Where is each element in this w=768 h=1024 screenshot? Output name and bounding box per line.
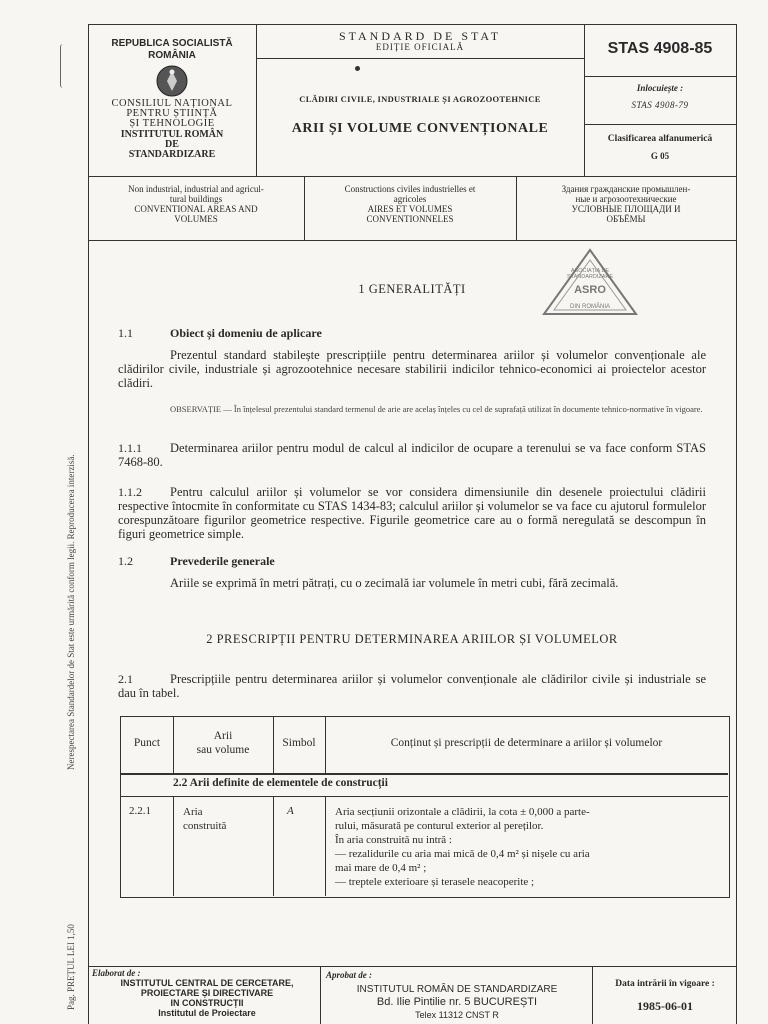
replaces-label: Inlocuiește :	[636, 83, 684, 93]
section-1-1-2-number: 1.1.2	[118, 485, 142, 499]
replaces-value: STAS 4908-79	[631, 100, 689, 110]
footer-top	[88, 966, 736, 967]
republic-name: REPUBLICA SOCIALISTĂ ROMÂNIA	[111, 38, 233, 61]
section-1-1-title: Obiect și domeniu de aplicare	[170, 326, 322, 340]
table-group-row: 2.2 Arii definite de elementele de construcții	[173, 777, 388, 789]
table-header-line	[121, 773, 728, 775]
section-1-1-number: 1.1	[118, 326, 133, 340]
continut-line: Aria secțiunii orizontale a clădirii, la cota ± 0,000 a parte-	[335, 806, 590, 818]
section-2-1-number: 2.1	[118, 672, 133, 686]
seal-top-text: ASOCIAȚIA DE STANDARDIZARE	[566, 268, 614, 280]
star-mark	[355, 66, 360, 71]
header-bottom	[88, 176, 736, 177]
table-header-arii: Arii sau volume	[196, 730, 250, 756]
section-1-1-1-text: Determinarea ariilor pentru modul de calcul al indicilor de ocupare a terenului se va face conform STAS 7468-80.	[118, 441, 706, 469]
header-mid-right-1	[584, 76, 736, 77]
section-1-2-number: 1.2	[118, 554, 133, 568]
table-header-continut: Conținut și prescripții de determinare a ariilor și volumelor	[390, 737, 663, 749]
data-label: Data intrării în vigoare :	[615, 979, 715, 989]
prescriptions-table	[120, 716, 730, 898]
classification-value: G 05	[650, 151, 670, 161]
frame-top	[88, 24, 736, 25]
header-divider-2	[584, 24, 585, 176]
observatie-note: OBSERVAȚIE — În înțelesul prezentului standard termenul de arie are acelaș înțeles cu cel de suprafață utilizat în documente tehnico-normative în vigoare.	[170, 404, 703, 414]
header-mid-right-2	[584, 124, 736, 125]
footer-divider-1	[320, 966, 321, 1024]
aprobat-label: Aprobat de :	[326, 970, 372, 980]
footer-divider-2	[592, 966, 593, 1024]
editie-oficiala: EDIȚIE OFICIALĂ	[375, 42, 465, 52]
binder-mark	[60, 44, 65, 88]
aprobat-line: Bd. Ilie Pintilie nr. 5 BUCUREȘTI	[376, 996, 538, 1008]
table-col-1b	[173, 796, 174, 896]
aprobat-text	[326, 983, 588, 1022]
continut-line: În aria construită nu intră :	[335, 834, 452, 846]
table-header-punct: Punct	[133, 737, 161, 749]
table-row-arii: Aria construită	[183, 806, 227, 832]
frame-left	[88, 24, 89, 1024]
section-1-title: 1 GENERALITĂȚI	[358, 282, 466, 296]
title-russian: Здания гражданские промышлен- ные и агрозоотехнические УСЛОВНЫЕ ПЛОЩАДИ И ОБЪЁМЫ	[561, 184, 691, 224]
institute-name: INSTITUTUL ROMÂN DE STANDARDIZARE	[120, 129, 224, 160]
continut-line: — treptele exterioare și terasele neacoperite ;	[335, 876, 535, 888]
table-row-simbol: A	[287, 805, 294, 817]
table-row-punct: 2.2.1	[129, 805, 151, 817]
table-col-3b	[325, 796, 326, 896]
table-row-continut	[335, 805, 723, 889]
council-name: CONSILIUL NAȚIONAL PENTRU ȘTIINȚĂ ȘI TEHNOLOGIE	[111, 98, 233, 129]
elaborat-text: INSTITUTUL CENTRAL DE CERCETARE, PROIECTARE ȘI DIRECTIVARE IN CONSTRUCȚII Institutul de Proiectare	[120, 978, 294, 1018]
section-1-1-1-number: 1.1.1	[118, 441, 142, 455]
table-group-line	[121, 796, 728, 797]
section-1-2-text: Ariile se exprimă în metri pătrați, cu o zecimală iar volumele în metri cubi, fără zecimală.	[170, 576, 619, 590]
title-french: Constructions civiles industrielles et agricoles AIRES ET VOLUMES CONVENTIONNELES	[344, 184, 476, 224]
aprobat-line: Telex 11312 CNST R	[415, 1010, 499, 1020]
continut-line: — rezalidurile cu aria mai mică de 0,4 m² și nișele cu aria	[335, 848, 590, 860]
elaborat-label: Elaborat de :	[92, 968, 141, 978]
section-1-1-text: Prezentul standard stabilește prescripțiile pentru determinarea ariilor și volumelor convenționale ale clădirilor civile, industriale și agrozootehnice necesare stabilirii indicilor tehnico-economici ai proiectelor acestor clădiri.	[118, 348, 706, 390]
standard-de-stat: STANDARD DE STAT	[338, 29, 502, 43]
table-col-2b	[273, 796, 274, 896]
document-title: ARII ȘI VOLUME CONVENȚIONALE	[291, 121, 549, 136]
section-2-1-text: Prescripțiile pentru determinarea ariilor și volumelor convenționale ale clădirilor civile și industriale se dau în tabel.	[118, 672, 706, 700]
table-header-simbol: Simbol	[282, 737, 316, 749]
header-divider-1	[256, 24, 257, 176]
trans-divider-1	[304, 176, 305, 240]
domain-line: CLĂDIRI CIVILE, INDUSTRIALE ȘI AGROZOOTEHNICE	[299, 94, 541, 104]
seal-bottom-text: DIN ROMÂNIA	[569, 304, 610, 310]
stas-code: STAS 4908-85	[607, 40, 713, 57]
frame-right	[736, 24, 737, 1024]
header-title-divider	[256, 58, 584, 59]
aprobat-line: INSTITUTUL ROMÂN DE STANDARDIZARE	[356, 984, 558, 995]
title-english: Non industrial, industrial and agricul- tural buildings CONVENTIONAL AREAS AND VOLUMES	[128, 184, 264, 224]
section-1-2-title: Prevederile generale	[170, 554, 275, 568]
section-2-title: 2 PRESCRIPȚII PENTRU DETERMINAREA ARIILOR ȘI VOLUMELOR	[206, 632, 618, 646]
side-price: Pag. PREȚUL LEI 1,50	[66, 924, 76, 1010]
continut-line: rului, măsurată pe conturul exterior al pereților.	[335, 820, 544, 832]
classification-label: Clasificarea alfanumerică	[607, 134, 713, 144]
trans-bottom	[88, 240, 736, 241]
trans-divider-2	[516, 176, 517, 240]
continut-line: mai mare de 0,4 m² ;	[335, 862, 427, 874]
section-1-1-2-text: Pentru calculul ariilor și volumelor se vor considera dimensiunile din desenele proiectului clădirii respective întocmite în conformitate cu STAS 1434-83; calculul ariilor și volumelor se va face cu ajutorul formulelor corespunzătoare figurilor geometrice respective. Figurile geometrice care au o formă neregulată se descompun în figuri geometrice simple.	[118, 485, 706, 541]
seal-center-text: ASRO	[574, 284, 606, 296]
data-value: 1985-06-01	[637, 999, 693, 1013]
coat-of-arms-icon	[155, 64, 189, 98]
side-legal-notice: Nerespectarea Standardelor de Stat este urmărită conform legii. Reproducerea interzisă.	[66, 454, 76, 770]
